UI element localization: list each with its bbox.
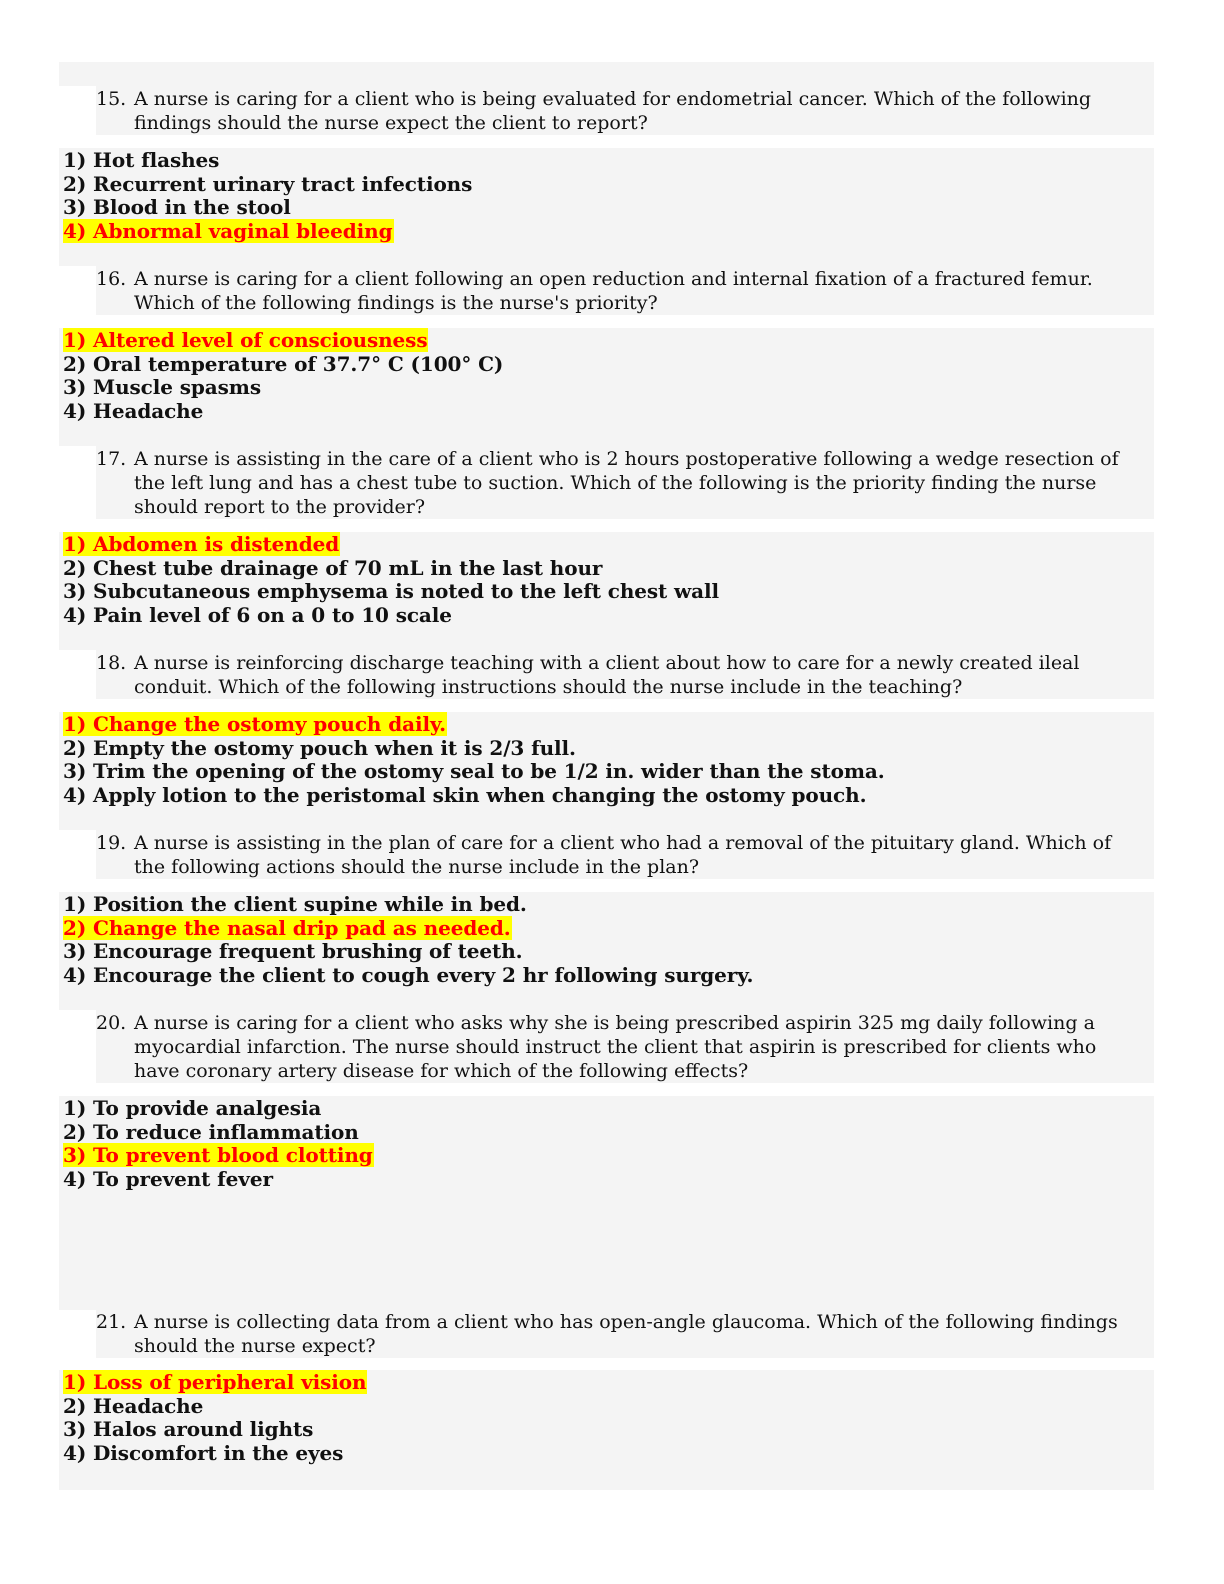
option[interactable]: 2) Empty the ostomy pouch when it is 2/3 full. [63,735,576,760]
question-18 [96,650,1154,699]
question-21 [96,1310,1154,1358]
question-number: 20. [96,1012,127,1034]
question-15 [96,86,1154,135]
option-correct[interactable]: 3) To prevent blood clotting [63,1143,373,1167]
question-19 [96,830,1154,879]
option[interactable]: 4) Discomfort in the eyes [63,1440,344,1465]
question-text: A nurse is caring for a client who asks why she is being prescribed aspirin 325 mg daily following a myocardial infarction. The nurse should instruct the client that aspirin is prescribed for clients who have coronary artery disease for which of the following effects? [134,1012,1097,1082]
option[interactable]: 3) Halos around lights [63,1417,314,1441]
answer-options-15 [59,148,1154,266]
option[interactable]: 4) Apply lotion to the peristomal skin when changing the ostomy pouch. [63,782,867,807]
option[interactable]: 4) Headache [63,398,204,423]
answer-options-19 [59,892,1154,1010]
option[interactable]: 3) Blood in the stool [63,195,291,219]
option[interactable]: 2) Oral temperature of 37.7° C (100° C) [63,351,504,376]
answer-options-16 [59,328,1154,446]
question-number: 19. [96,832,127,854]
option[interactable]: 4) To prevent fever [63,1166,273,1191]
page-top-strip [59,62,1154,86]
option-correct[interactable]: 4) Abnormal vaginal bleeding [63,218,393,243]
option[interactable]: 4) Encourage the client to cough every 2 hr following surgery. [63,962,754,987]
question-number: 21. [96,1311,127,1333]
answer-options-18 [59,712,1154,830]
option[interactable]: 1) Position the client supine while in bed. [63,892,527,916]
question-text: A nurse is caring for a client following an open reduction and internal fixation of a fractured femur. Which of the following findings is the nurse's priority? [134,268,1093,314]
option[interactable]: 3) Subcutaneous emphysema is noted to the left chest wall [63,579,720,603]
option-correct[interactable]: 1) Abdomen is distended [63,532,340,556]
question-text: A nurse is assisting in the care of a client who is 2 hours postoperative following a wedge resection of the left lung and has a chest tube to suction. Which of the following is the priority finding the nurse should report to the provider? [134,448,1119,518]
option[interactable]: 4) Pain level of 6 on a 0 to 10 scale [63,602,452,627]
option[interactable]: 3) Encourage frequent brushing of teeth. [63,939,523,963]
option[interactable]: 2) Recurrent urinary tract infections [63,171,473,196]
question-number: 18. [96,652,127,674]
option[interactable]: 3) Muscle spasms [63,375,262,399]
answer-options-17 [59,532,1154,650]
option-correct[interactable]: 1) Loss of peripheral vision [63,1370,367,1394]
question-text: A nurse is collecting data from a client who has open-angle glaucoma. Which of the following findings should the nurse expect? [134,1311,1118,1357]
option-correct[interactable]: 1) Change the ostomy pouch daily. [63,712,447,736]
question-number: 16. [96,268,127,290]
option-correct[interactable]: 2) Change the nasal drip pad as needed. [63,915,511,940]
question-20 [96,1010,1154,1083]
option[interactable]: 3) Trim the opening of the ostomy seal to be 1/2 in. wider than the stoma. [63,759,885,783]
question-number: 15. [96,88,127,110]
answer-options-21 [59,1370,1154,1490]
question-text: A nurse is caring for a client who is being evaluated for endometrial cancer. Which of the following findings should the nurse expect the client to report? [134,88,1092,134]
option[interactable]: 2) Chest tube drainage of 70 mL in the last hour [63,555,603,580]
question-text: A nurse is assisting in the plan of care for a client who had a removal of the pituitary gland. Which of the following actions should the nurse include in the plan? [134,832,1112,878]
question-16 [96,266,1154,315]
option[interactable]: 2) To reduce inflammation [63,1119,359,1144]
option[interactable]: 2) Headache [63,1393,204,1418]
question-17 [96,446,1154,519]
option-correct[interactable]: 1) Altered level of consciousness [63,328,428,352]
answer-options-20 [59,1096,1154,1310]
option[interactable]: 1) To provide analgesia [63,1096,322,1120]
question-number: 17. [96,448,127,470]
option[interactable]: 1) Hot flashes [63,148,220,172]
question-text: A nurse is reinforcing discharge teaching with a client about how to care for a newly created ileal conduit. Which of the following instructions should the nurse include in the teaching? [134,652,1080,698]
